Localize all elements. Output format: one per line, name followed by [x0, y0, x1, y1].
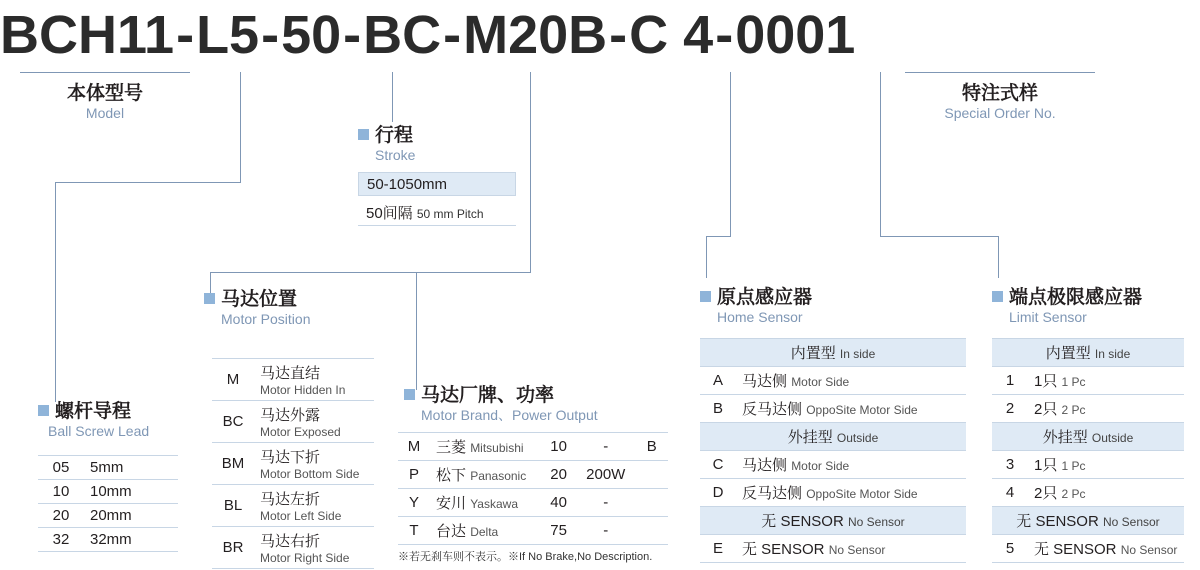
motorpos-en-2: Motor Bottom Side — [260, 467, 360, 481]
brand-en-0: Mitsubishi — [470, 441, 524, 455]
brand-cn-1: 松下 — [436, 467, 467, 484]
limit-en-3: 1 Pc — [1061, 459, 1086, 473]
label-motor-brand-en: Motor Brand、Power Output — [421, 407, 598, 423]
motor-brand-note: ※若无刹车则不表示。※If No Brake,No Description. — [398, 551, 653, 563]
home-inside-cn: 内置型 — [790, 345, 836, 362]
home-en-B: OppoSite Motor Side — [806, 403, 918, 417]
limit-code-4: 4 — [992, 479, 1028, 507]
lead-value-2: 20mm — [84, 504, 178, 528]
bullet-square-icon — [204, 293, 215, 304]
line-lead-h — [55, 182, 241, 183]
label-motor-position-en: Motor Position — [221, 311, 311, 327]
stroke-range-value: 50-1050mm — [367, 176, 448, 193]
home-cn-C: 马达侧 — [742, 457, 788, 474]
home-code-C: C — [700, 451, 736, 479]
motorpos-code-2: BM — [212, 443, 254, 485]
motorpos-code-1: BC — [212, 401, 254, 443]
brake-code-0: B — [636, 433, 668, 461]
table-row — [700, 479, 966, 507]
table-row — [398, 433, 668, 461]
home-sensor-group-none — [700, 507, 966, 535]
stroke-pitch-en: 50 mm Pitch — [416, 207, 484, 221]
limit-en-4: 2 Pc — [1061, 487, 1086, 501]
label-ball-screw-lead-cn: 螺杆导程 — [38, 400, 149, 423]
bullet-square-icon — [38, 405, 49, 416]
bullet-square-icon — [700, 291, 711, 302]
power-code-0: 10 — [541, 433, 576, 461]
home-en-D: OppoSite Motor Side — [806, 487, 918, 501]
home-cn-B: 反马达侧 — [742, 401, 803, 418]
motorpos-en-0: Motor Hidden In — [260, 383, 346, 397]
brand-code-3: T — [398, 517, 430, 545]
part-segment-special-order: 0001 — [735, 5, 856, 65]
home-cn-A: 马达侧 — [742, 373, 788, 390]
table-row — [700, 395, 966, 423]
limit-sensor-group-none — [992, 507, 1184, 535]
table-row — [700, 451, 966, 479]
part-separator-5: - — [609, 5, 628, 65]
home-en-A: Motor Side — [791, 375, 850, 389]
home-sensor-group-inside — [700, 339, 966, 367]
table-row — [212, 401, 374, 443]
limit-inside-en: In side — [1094, 347, 1131, 361]
table-ball-screw-lead — [38, 455, 178, 552]
home-code-D: D — [700, 479, 736, 507]
motorpos-cn-2: 马达下折 — [260, 449, 321, 466]
bullet-square-icon — [404, 389, 415, 400]
part-segment-stroke: 50 — [281, 5, 342, 65]
limit-code-1: 1 — [992, 367, 1028, 395]
table-row — [38, 504, 178, 528]
table-motor-brand — [398, 432, 668, 545]
table-row — [992, 451, 1184, 479]
line-lead-v1 — [240, 72, 241, 182]
lead-code-1: 10 — [38, 480, 84, 504]
limit-en-5: No Sensor — [1120, 543, 1178, 557]
label-motor-position — [204, 288, 310, 328]
table-row — [700, 367, 966, 395]
limit-outside-en: Outside — [1091, 431, 1134, 445]
motorpos-en-4: Motor Right Side — [260, 551, 350, 565]
label-home-sensor-en: Home Sensor — [717, 309, 803, 325]
home-outside-cn: 外挂型 — [787, 429, 833, 446]
limit-none-en: No Sensor — [1102, 515, 1160, 529]
stroke-pitch-box — [358, 200, 516, 226]
label-special-order — [905, 82, 1095, 122]
label-motor-brand-cn: 马达厂牌、功率 — [404, 384, 598, 407]
part-separator-3: - — [343, 5, 362, 65]
home-code-B: B — [700, 395, 736, 423]
home-cn-D: 反马达侧 — [742, 485, 803, 502]
motorpos-cn-0: 马达直结 — [260, 365, 321, 382]
line-home-v2 — [706, 236, 707, 278]
limit-inside-cn: 内置型 — [1045, 345, 1091, 362]
part-separator-4: - — [443, 5, 462, 65]
table-row — [212, 527, 374, 569]
limit-cn-4: 2只 — [1034, 485, 1058, 502]
lead-value-1: 10mm — [84, 480, 178, 504]
motorpos-code-3: BL — [212, 485, 254, 527]
brand-cn-3: 台达 — [436, 523, 467, 540]
label-limit-sensor — [992, 286, 1142, 326]
brand-en-1: Panasonic — [470, 469, 527, 483]
table-row — [38, 480, 178, 504]
motorpos-cn-3: 马达左折 — [260, 491, 321, 508]
brand-code-2: Y — [398, 489, 430, 517]
table-row — [398, 489, 668, 517]
limit-code-3: 3 — [992, 451, 1028, 479]
label-stroke-cn: 行程 — [358, 124, 415, 147]
home-cn-E: 无 SENSOR — [742, 541, 825, 558]
label-ball-screw-lead — [38, 400, 149, 440]
limit-cn-5: 无 SENSOR — [1034, 541, 1117, 558]
table-row — [212, 485, 374, 527]
limit-sensor-group-inside — [992, 339, 1184, 367]
table-limit-sensor — [992, 338, 1184, 563]
label-model-en: Model — [85, 105, 125, 121]
stroke-pitch-cn: 50间隔 — [366, 205, 413, 222]
power-code-1: 20 — [541, 461, 576, 489]
brand-cn-0: 三菱 — [436, 439, 467, 456]
table-row — [38, 528, 178, 552]
brand-code-1: P — [398, 461, 430, 489]
line-limit-v1 — [880, 72, 881, 236]
line-motorbrand-v — [416, 272, 417, 390]
home-none-en: No Sensor — [847, 515, 905, 529]
part-separator-6: - — [715, 5, 734, 65]
label-limit-sensor-en: Limit Sensor — [1009, 309, 1087, 325]
limit-code-5: 5 — [992, 535, 1028, 563]
label-home-sensor — [700, 286, 812, 326]
label-motor-position-cn: 马达位置 — [204, 288, 310, 311]
table-row — [700, 535, 966, 563]
table-row — [212, 359, 374, 401]
line-limit-v2 — [998, 236, 999, 278]
power-value-1: 200W — [576, 461, 636, 489]
part-segment-lead: L5 — [196, 5, 260, 65]
table-row — [992, 395, 1184, 423]
line-limit-h — [880, 236, 998, 237]
limit-sensor-group-outside — [992, 423, 1184, 451]
home-en-C: Motor Side — [791, 459, 850, 473]
limit-cn-1: 1只 — [1034, 373, 1058, 390]
limit-en-1: 1 Pc — [1061, 375, 1086, 389]
line-motorpos-v1 — [530, 72, 531, 272]
label-stroke — [358, 124, 415, 164]
home-code-A: A — [700, 367, 736, 395]
label-special-order-cn: 特注式样 — [961, 83, 1038, 104]
lead-value-3: 32mm — [84, 528, 178, 552]
table-row — [992, 535, 1184, 563]
underline-special-order — [905, 72, 1095, 73]
motorpos-cn-4: 马达右折 — [260, 533, 321, 550]
label-limit-sensor-cn: 端点极限感应器 — [992, 286, 1142, 309]
line-lead-v2 — [55, 182, 56, 402]
lead-code-0: 05 — [38, 456, 84, 480]
label-model-cn: 本体型号 — [66, 83, 143, 104]
line-home-v1 — [730, 72, 731, 236]
home-en-E: No Sensor — [828, 543, 886, 557]
line-home-h — [706, 236, 731, 237]
limit-cn-3: 1只 — [1034, 457, 1058, 474]
power-value-3: - — [576, 517, 636, 545]
table-row — [398, 517, 668, 545]
limit-outside-cn: 外挂型 — [1042, 429, 1088, 446]
power-code-3: 75 — [541, 517, 576, 545]
label-special-order-en: Special Order No. — [944, 105, 1056, 121]
table-motor-position — [212, 358, 374, 569]
motorpos-cn-1: 马达外露 — [260, 407, 321, 424]
table-row — [992, 367, 1184, 395]
lead-code-3: 32 — [38, 528, 84, 552]
stroke-range-box — [358, 172, 516, 196]
label-home-sensor-cn: 原点感应器 — [700, 286, 812, 309]
home-inside-en: In side — [839, 347, 876, 361]
brand-code-0: M — [398, 433, 430, 461]
home-outside-en: Outside — [836, 431, 879, 445]
motorpos-code-0: M — [212, 359, 254, 401]
table-row — [38, 456, 178, 480]
limit-cn-2: 2只 — [1034, 401, 1058, 418]
brake-code-1 — [636, 461, 668, 489]
table-row — [212, 443, 374, 485]
home-code-E: E — [700, 535, 736, 563]
motorpos-en-3: Motor Left Side — [260, 509, 342, 523]
part-separator-2: - — [261, 5, 280, 65]
label-model — [20, 82, 190, 122]
power-value-2: - — [576, 489, 636, 517]
lead-value-0: 5mm — [84, 456, 178, 480]
brand-en-2: Yaskawa — [470, 497, 518, 511]
bullet-square-icon — [358, 129, 369, 140]
label-ball-screw-lead-en: Ball Screw Lead — [48, 423, 150, 439]
brake-code-3 — [636, 517, 668, 545]
home-sensor-group-outside — [700, 423, 966, 451]
lead-code-2: 20 — [38, 504, 84, 528]
part-segment-sensors: C 4 — [629, 5, 714, 65]
limit-code-2: 2 — [992, 395, 1028, 423]
brand-en-3: Delta — [470, 525, 499, 539]
part-segment-model: BCH11 — [0, 5, 175, 65]
brake-code-2 — [636, 489, 668, 517]
line-stroke-vertical — [392, 72, 393, 122]
part-number-headline — [0, 4, 1100, 66]
part-segment-motor-position: BC — [363, 5, 442, 65]
underline-model — [20, 72, 190, 73]
limit-en-2: 2 Pc — [1061, 403, 1086, 417]
limit-none-cn: 无 SENSOR — [1016, 513, 1099, 530]
bullet-square-icon — [992, 291, 1003, 302]
line-motorpos-h — [210, 272, 531, 273]
brand-cn-2: 安川 — [436, 495, 467, 512]
motorpos-code-4: BR — [212, 527, 254, 569]
table-row — [398, 461, 668, 489]
part-segment-motor-brand: M20B — [463, 5, 608, 65]
motorpos-en-1: Motor Exposed — [260, 425, 341, 439]
power-code-2: 40 — [541, 489, 576, 517]
table-home-sensor — [700, 338, 966, 563]
label-stroke-en: Stroke — [375, 147, 416, 163]
label-motor-brand — [404, 384, 598, 424]
table-row — [992, 479, 1184, 507]
part-separator-1: - — [176, 5, 195, 65]
home-none-cn: 无 SENSOR — [761, 513, 844, 530]
power-value-0: - — [576, 433, 636, 461]
